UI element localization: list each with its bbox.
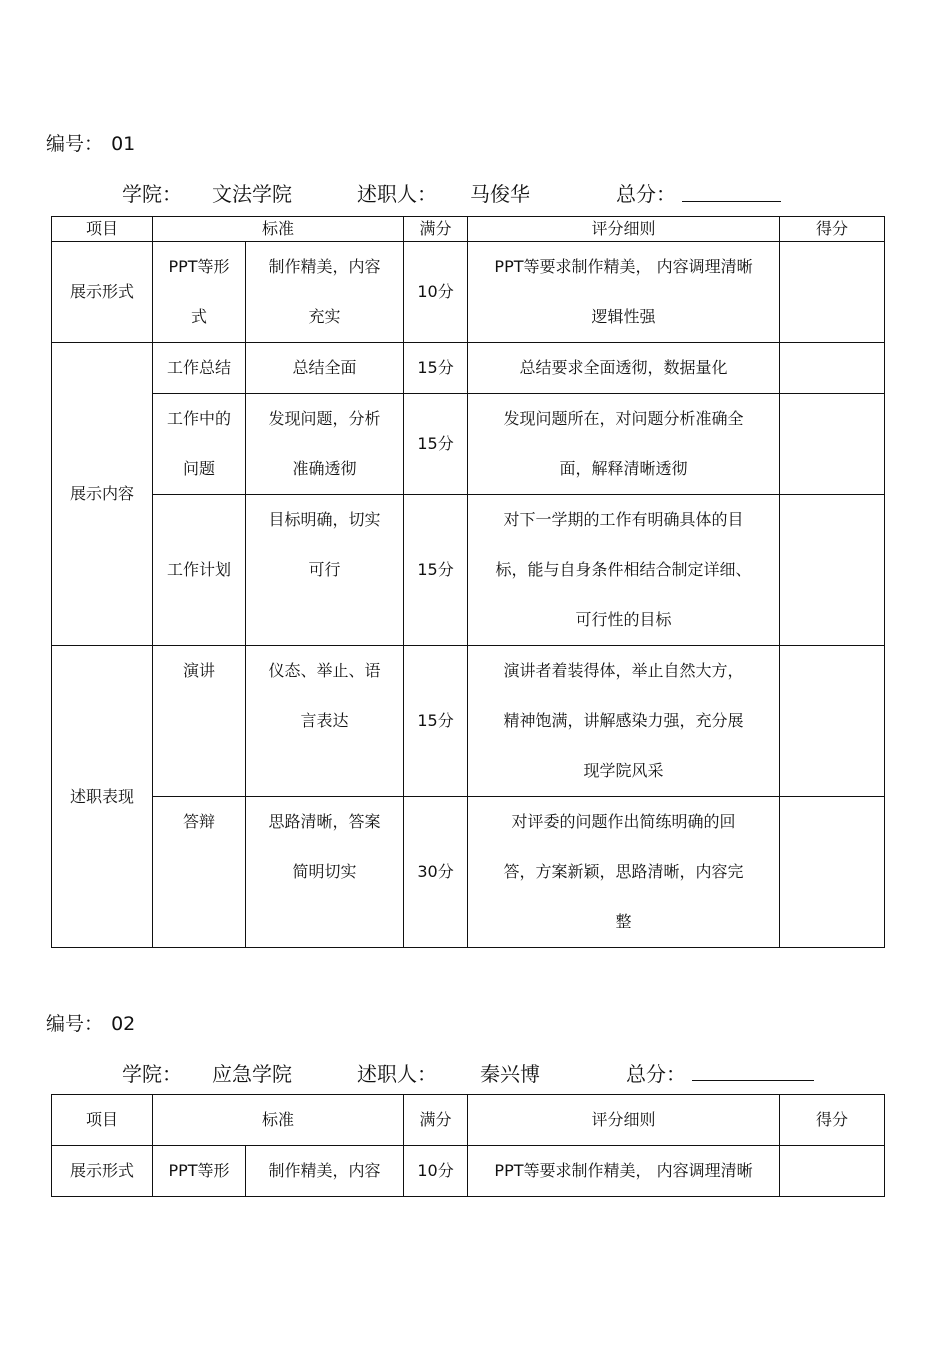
score-table: [51, 1094, 885, 1197]
full-score-cell: 15分: [404, 495, 468, 646]
score-input-cell[interactable]: [780, 646, 885, 797]
total-blank[interactable]: [692, 1080, 814, 1081]
speaker-label: 述职人：: [357, 1062, 437, 1086]
header-full: 满分: [404, 217, 468, 242]
table-row: [52, 646, 885, 797]
speaker-label: 述职人：: [357, 182, 437, 206]
sub-item-cell: 演讲: [153, 646, 246, 797]
rules-cell: 对下一学期的工作有明确具体的目 标，能与自身条件相结合制定详细、 可行性的目标: [468, 495, 780, 646]
group-cell: 述职表现: [52, 646, 153, 948]
sub-item-cell: PPT等形: [153, 1146, 246, 1197]
college-value: 应急学院: [212, 1062, 292, 1086]
rules-cell: 总结要求全面透彻，数据量化: [468, 343, 780, 394]
total-label: 总分：: [616, 182, 676, 206]
full-score-cell: 15分: [404, 343, 468, 394]
table-header-row: [52, 217, 885, 242]
table-row: [52, 495, 885, 646]
score-input-cell[interactable]: [780, 495, 885, 646]
sub-item-cell: 工作中的 问题: [153, 394, 246, 495]
full-score-cell: 15分: [404, 394, 468, 495]
college-label: 学院：: [122, 1062, 182, 1086]
number-value: 02: [111, 1013, 136, 1035]
score-input-cell[interactable]: [780, 797, 885, 948]
header-full: 满分: [404, 1095, 468, 1146]
standard-cell: 目标明确，切实 可行: [246, 495, 404, 646]
number-row: [46, 1009, 135, 1036]
header-score: 得分: [780, 1095, 885, 1146]
number-label: 编号：: [46, 1013, 104, 1035]
header-item: 项目: [52, 217, 153, 242]
speaker-value: 秦兴博: [480, 1062, 540, 1086]
full-score-cell: 15分: [404, 646, 468, 797]
score-input-cell[interactable]: [780, 343, 885, 394]
header-item: 项目: [52, 1095, 153, 1146]
score-input-cell[interactable]: [780, 242, 885, 343]
header-standard: 标准: [153, 1095, 404, 1146]
standard-cell: 制作精美，内容: [246, 1146, 404, 1197]
rules-cell: 对评委的问题作出简练明确的回 答，方案新颖，思路清晰，内容完 整: [468, 797, 780, 948]
standard-cell: 总结全面: [246, 343, 404, 394]
table-header-row: [52, 1095, 885, 1146]
full-score-cell: 10分: [404, 242, 468, 343]
rules-cell: 发现问题所在，对问题分析准确全 面，解释清晰透彻: [468, 394, 780, 495]
rules-cell: PPT等要求制作精美， 内容调理清晰 逻辑性强: [468, 242, 780, 343]
full-score-cell: 10分: [404, 1146, 468, 1197]
standard-cell: 制作精美，内容 充实: [246, 242, 404, 343]
college-value: 文法学院: [212, 182, 292, 206]
total-blank[interactable]: [682, 201, 781, 202]
score-table: [51, 216, 885, 948]
number-label: 编号：: [46, 133, 104, 155]
group-cell: 展示形式: [52, 1146, 153, 1197]
header-rules: 评分细则: [468, 217, 780, 242]
rules-cell: 演讲者着装得体，举止自然大方， 精神饱满，讲解感染力强，充分展 现学院风采: [468, 646, 780, 797]
standard-cell: 发现问题，分析 准确透彻: [246, 394, 404, 495]
college-label: 学院：: [122, 182, 182, 206]
number-row: [46, 129, 135, 156]
total-label: 总分：: [626, 1062, 686, 1086]
header-standard: 标准: [153, 217, 404, 242]
table-row: [52, 343, 885, 394]
table-row: [52, 394, 885, 495]
group-cell: 展示形式: [52, 242, 153, 343]
group-cell: 展示内容: [52, 343, 153, 646]
header-rules: 评分细则: [468, 1095, 780, 1146]
sub-item-cell: 答辩: [153, 797, 246, 948]
header-score: 得分: [780, 217, 885, 242]
table-row: [52, 242, 885, 343]
number-value: 01: [111, 133, 136, 155]
full-score-cell: 30分: [404, 797, 468, 948]
table-row: [52, 797, 885, 948]
table-row: [52, 1146, 885, 1197]
score-input-cell[interactable]: [780, 394, 885, 495]
sub-item-cell: 工作总结: [153, 343, 246, 394]
speaker-value: 马俊华: [470, 182, 530, 206]
sub-item-cell: 工作计划: [153, 495, 246, 646]
standard-cell: 思路清晰，答案 简明切实: [246, 797, 404, 948]
score-input-cell[interactable]: [780, 1146, 885, 1197]
rules-cell: PPT等要求制作精美， 内容调理清晰: [468, 1146, 780, 1197]
standard-cell: 仪态、举止、语 言表达: [246, 646, 404, 797]
sub-item-cell: PPT等形 式: [153, 242, 246, 343]
